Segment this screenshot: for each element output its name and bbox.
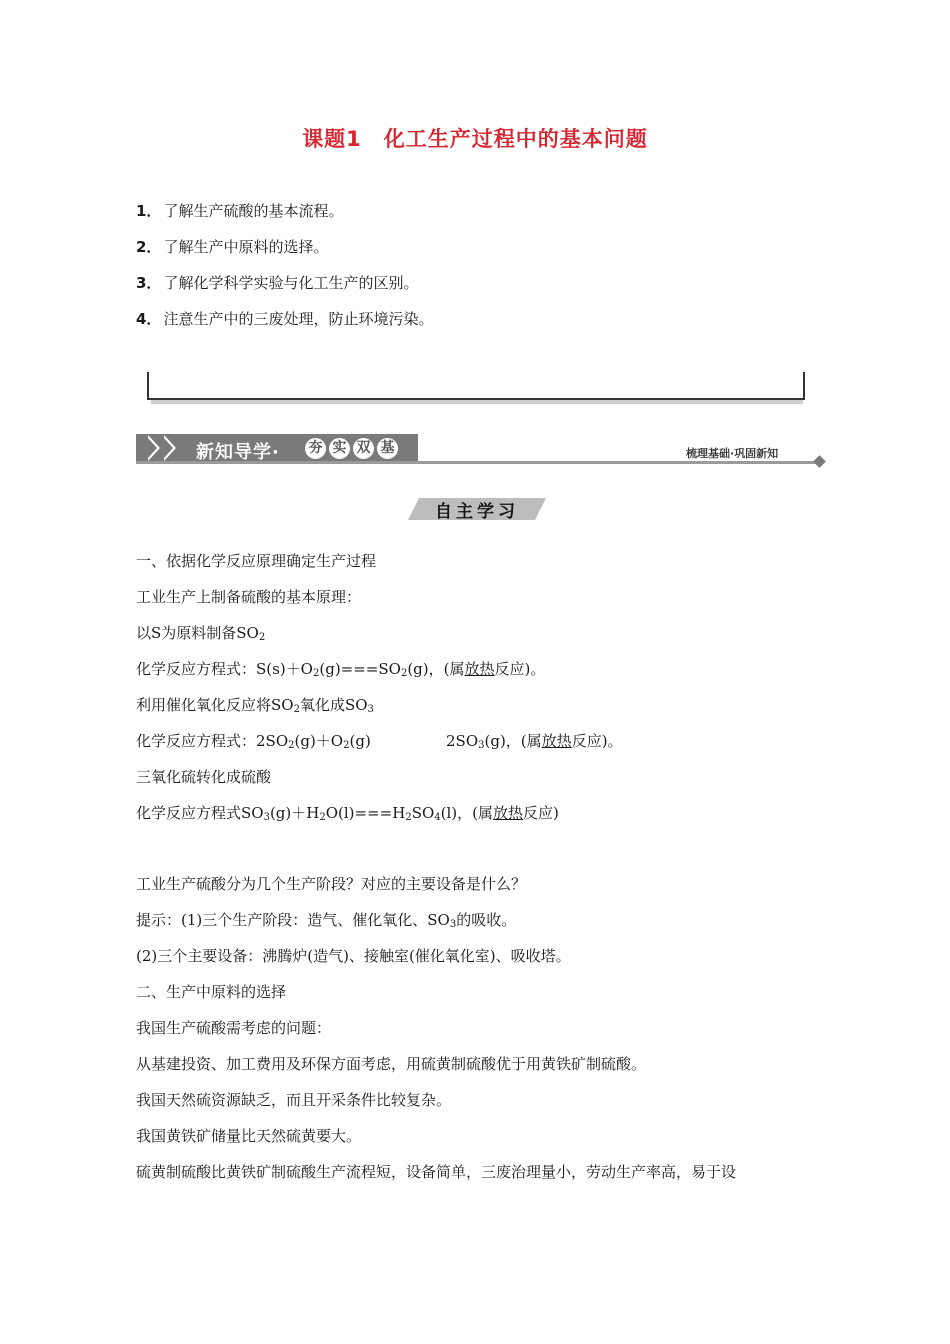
heading-line: 一、依据化学反应原理确定生产过程	[136, 552, 377, 570]
text-line: 硫黄制硫酸比黄铁矿制硫酸生产流程短，设备简单，三废治理量小，劳动生产率高，易于设	[136, 1163, 737, 1181]
equation-line: 化学反应方程式：$2SO_2(g)+O_2(g)$	[136, 732, 371, 751]
banner-title: 新知导学·	[196, 442, 280, 463]
chevron-icon-inner	[164, 438, 173, 458]
hint-line: 提示：(1)三个生产阶段：造气、催化氧化、$SO_3$的吸收。	[136, 911, 517, 930]
objective-item: 2． 了解生产中原料的选择。	[136, 238, 329, 256]
heading-line: 二、生产中原料的选择	[136, 983, 287, 1001]
text-line: 从基建投资、加工费用及环保方面考虑，用硫黄制硫酸优于用黄铁矿制硫酸。	[136, 1055, 647, 1073]
diamond-icon	[813, 455, 826, 468]
chevron-icon-inner	[148, 438, 157, 458]
equation-line-cont: $2SO_3(g)$，(属放热反应)。	[446, 732, 623, 751]
text-line: 利用催化氧化反应将$SO_2$氧化成$SO_3$	[136, 696, 374, 715]
text-line: 三氧化硫转化成硫酸	[136, 768, 272, 786]
banner-subtitle: 梳理基础·巩固新知	[686, 447, 779, 460]
bracket-shadow	[151, 400, 803, 404]
objective-item: 4． 注意生产中的三废处理，防止环境污染。	[136, 310, 434, 328]
question-line: 工业生产硫酸分为几个生产阶段？对应的主要设备是什么？	[136, 875, 527, 893]
text-line: 我国黄铁矿储量比天然硫黄要大。	[136, 1127, 362, 1145]
hint-line: (2)三个主要设备：沸腾炉(造气)、接触室(催化氧化室)、吸收塔。	[136, 947, 571, 965]
banner-circle-char: 基	[377, 438, 398, 459]
text-line: 以S为原料制备$SO_2$	[136, 624, 266, 643]
banner-circle-char: 双	[353, 438, 374, 459]
banner-circle-char: 夯	[305, 438, 326, 459]
objective-item: 1． 了解生产硫酸的基本流程。	[136, 202, 344, 220]
text-line: 我国生产硫酸需考虑的问题：	[136, 1019, 332, 1037]
equation-line: 化学反应方程式：$S(s)+O_2(g)===SO_2(g)$，(属放热反应)。	[136, 660, 546, 679]
bracket-box	[147, 372, 805, 400]
banner-circle-char: 实	[329, 438, 350, 459]
section-label: 自主学习	[435, 502, 519, 522]
objective-item: 3． 了解化学科学实验与化工生产的区别。	[136, 274, 419, 292]
text-line: 工业生产上制备硫酸的基本原理：	[136, 588, 362, 606]
text-line: 我国天然硫资源缺乏，而且开采条件比较复杂。	[136, 1091, 452, 1109]
page-title: 课题1 化工生产过程中的基本问题	[302, 127, 648, 151]
equation-line: 化学反应方程式$SO_3(g)+H_2O(l)===H_2SO_4(l)$，(属放热反应)	[136, 804, 559, 823]
